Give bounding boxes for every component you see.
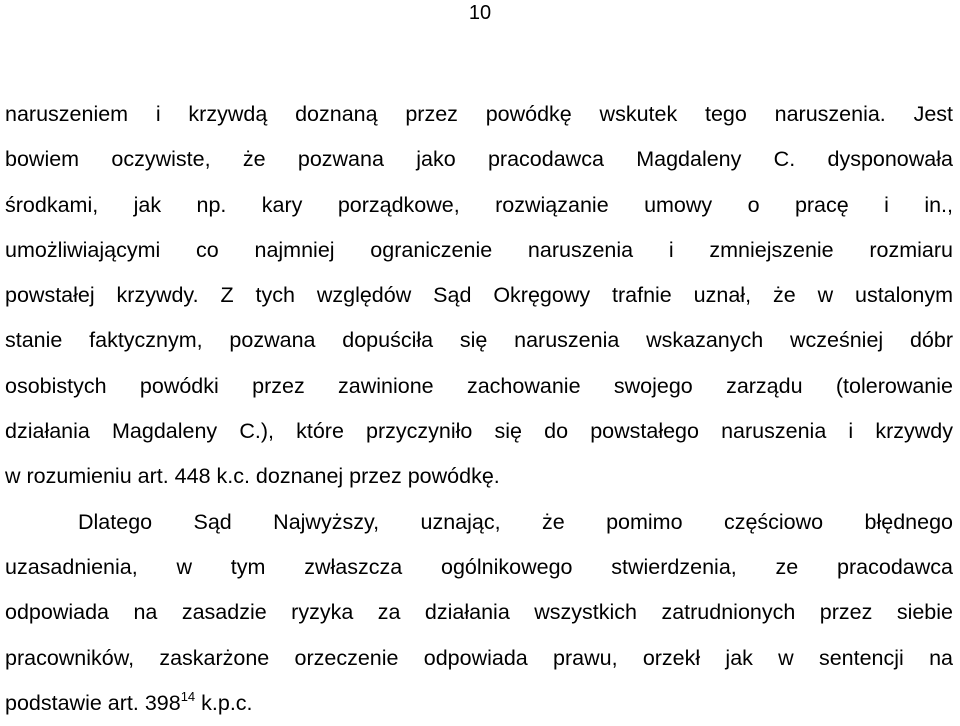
text-line: działania Magdaleny C.), które przyczyniło się do powstałego naruszenia i krzywdy <box>5 419 953 444</box>
text-line: umożliwiającymi co najmniej ograniczenie naruszenia i zmniejszenie rozmiaru <box>5 237 953 262</box>
text-line: osobistych powódki przez zawinione zachowanie swojego zarządu (tolerowanie <box>5 373 953 398</box>
text-line: środkami, jak np. kary porządkowe, rozwiązanie umowy o pracę i in., <box>5 192 953 217</box>
text-line: naruszeniem i krzywdą doznaną przez powódkę wskutek tego naruszenia. Jest <box>5 102 953 126</box>
text-line: odpowiada na zasadzie ryzyka za działania wszystkich zatrudnionych przez siebie <box>5 600 953 625</box>
page-number: 10 <box>468 2 492 24</box>
paragraph-1 <box>5 92 953 500</box>
text-line: uzasadnienia, w tym zwłaszcza ogólnikowego stwierdzenia, ze pracodawca <box>5 554 953 579</box>
citation-suffix: k.p.c. <box>195 690 253 715</box>
text-line: w rozumieniu art. 448 k.c. doznanej przez powódkę. <box>5 464 500 489</box>
text-line: bowiem oczywiste, że pozwana jako pracodawca Magdaleny C. dysponowała <box>5 147 953 172</box>
text-line-last <box>5 681 953 726</box>
document-body <box>5 92 953 726</box>
text-line: powstałej krzywdy. Z tych względów Sąd Okręgowy trafnie uznał, że w ustalonym <box>5 283 953 308</box>
text-line: Dlatego Sąd Najwyższy, uznając, że pomimo częściowo błędnego <box>78 509 953 534</box>
article-superscript: 14 <box>180 688 196 704</box>
citation-text: podstawie art. 398 <box>5 690 181 715</box>
text-line: pracowników, zaskarżone orzeczenie odpowiada prawu, orzekł jak w sentencji na <box>5 645 953 670</box>
text-line: stanie faktycznym, pozwana dopuściła się naruszenia wskazanych wcześniej dóbr <box>5 328 953 353</box>
paragraph-2 <box>5 500 953 726</box>
